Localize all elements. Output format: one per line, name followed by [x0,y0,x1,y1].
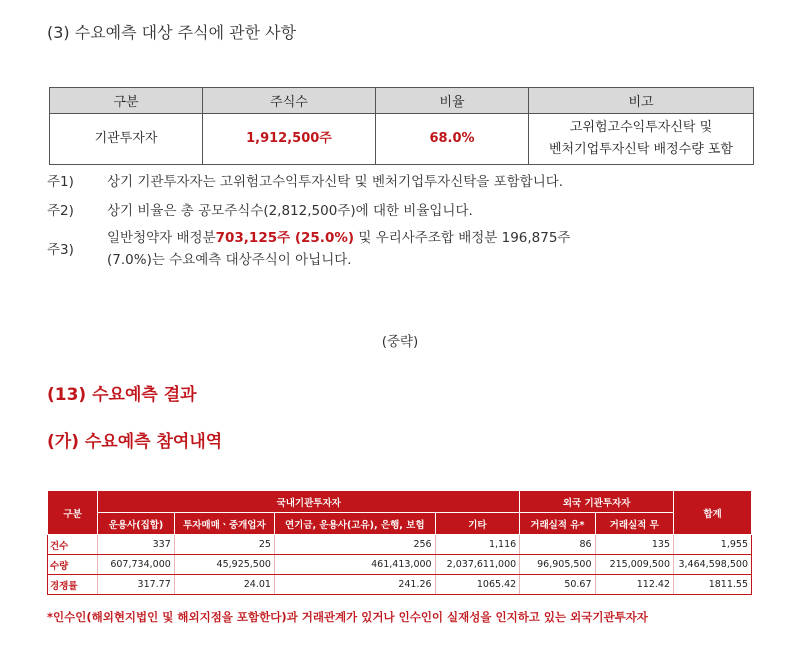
table-cell: 135 [595,535,673,555]
cell-ratio: 68.0% [376,114,529,165]
note-3-line-1 [107,226,570,246]
note-text: 일반청약자 배정분 [107,230,216,246]
table-header-row [50,88,754,114]
header-total: 합계 [674,491,752,535]
subheader: 투자매매ㆍ중개업자 [174,513,274,535]
table-cell: 50.67 [520,575,595,595]
header-division: 구분 [50,88,203,114]
demand-forecast-table [47,490,752,595]
table-cell: 1811.55 [674,575,752,595]
table-cell: 1,116 [435,535,520,555]
footnote: *인수인(해외현지법인 및 해외지점을 포함한다)과 거래관계가 있거나 인수인이 실재성을 인지하고 있는 외국기관투자자 [47,610,648,624]
row-label: 건수 [48,535,98,555]
note-text: 상기 기관투자자는 고위험고수익투자신탁 및 벤처기업투자신탁을 포함합니다. [107,174,564,190]
subheader: 기타 [435,513,520,535]
table-row [50,114,754,165]
offering-allocation-table [49,87,754,165]
table-cell: 96,905,500 [520,555,595,575]
cell-shares: 1,912,500주 [203,114,376,165]
remark-line-2: 벤처기업투자신탁 배정수량 포함 [548,142,734,157]
header-foreign: 외국 기관투자자 [520,491,674,513]
note-highlight: 703,125주 (25.0%) [215,230,355,246]
section-title: (3) 수요예측 대상 주식에 관한 사항 [47,23,297,42]
note-label: 주1) [47,174,74,190]
table-cell: 607,734,000 [98,555,175,575]
table-cell: 461,413,000 [274,555,435,575]
header-division: 구분 [48,491,98,535]
note-text: 상기 비율은 총 공모주식수(2,812,500주)에 대한 비율입니다. [107,203,473,219]
header-shares: 주식수 [203,88,376,114]
section-heading: (13) 수요예측 결과 [47,385,197,405]
table-cell: 1,955 [674,535,752,555]
table-subheader-row [48,513,752,535]
table-cell: 2,037,611,000 [435,555,520,575]
remark-line-1: 고위험고수익투자신탁 및 [569,120,713,135]
subsection-heading: (가) 수요예측 참여내역 [47,432,223,452]
note-label: 주3) [47,242,74,258]
table-cell: 337 [98,535,175,555]
cell-remarks [529,114,754,165]
header-ratio: 비율 [376,88,529,114]
table-cell: 112.42 [595,575,673,595]
omission-mark: (중략) [381,334,419,350]
subheader: 거래실적 유* [520,513,595,535]
header-remarks: 비고 [529,88,754,114]
row-label: 수량 [48,555,98,575]
note-label: 주2) [47,203,74,219]
table-cell: 1065.42 [435,575,520,595]
table-cell: 45,925,500 [174,555,274,575]
cell-category: 기관투자자 [50,114,203,165]
header-domestic: 국내기관투자자 [98,491,520,513]
table-row [48,535,752,555]
note-3-line-2: (7.0%)는 수요예측 대상주식이 아닙니다. [107,252,352,268]
table-header-row [48,491,752,513]
table-row [48,575,752,595]
note-text: 및 우리사주조합 배정분 196,875주 [354,230,571,246]
table-cell: 86 [520,535,595,555]
subheader: 운용사(집합) [98,513,175,535]
table-cell: 24.01 [174,575,274,595]
table-cell: 241.26 [274,575,435,595]
subheader: 연기금, 운용사(고유), 은행, 보험 [274,513,435,535]
row-label: 경쟁률 [48,575,98,595]
table-cell: 25 [174,535,274,555]
table-cell: 3,464,598,500 [674,555,752,575]
table-cell: 215,009,500 [595,555,673,575]
table-cell: 317.77 [98,575,175,595]
table-cell: 256 [274,535,435,555]
subheader: 거래실적 무 [595,513,673,535]
table-row [48,555,752,575]
